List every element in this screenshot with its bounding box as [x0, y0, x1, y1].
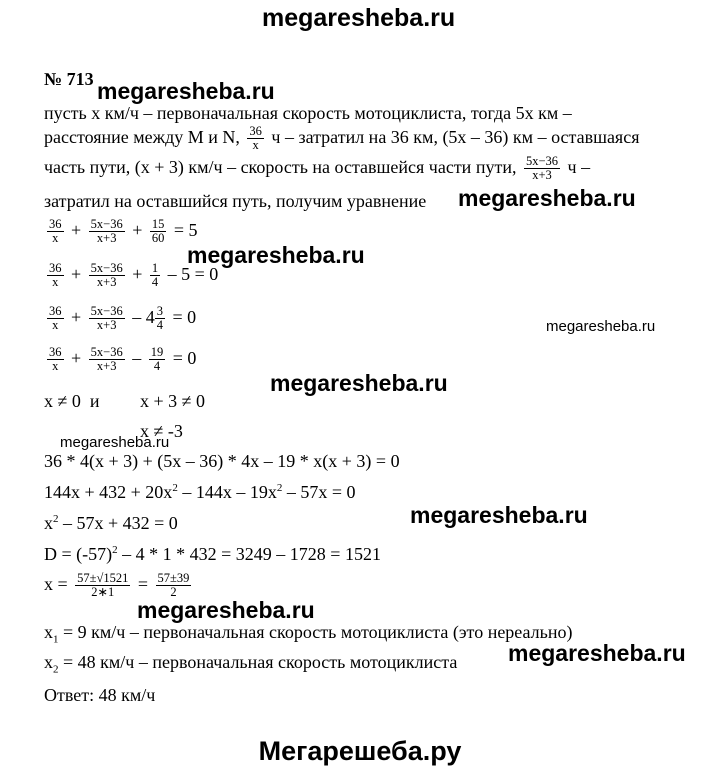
root-2: $x_2 = 48$ км/ч – первоначальная скорость мотоциклиста	[44, 652, 458, 676]
condition-2: x + 3 ≠ 0	[140, 391, 206, 411]
watermark: megaresheba.ru	[508, 640, 686, 666]
footer-brand: Мегарешеба.ру	[258, 736, 462, 766]
fraction: $\frac{5x-36}{x+3}$	[525, 154, 559, 183]
step-4: $D = (-57)^2 - 4 * 1 * 432 = 3249 - 1728 = 1521$	[44, 544, 381, 564]
condition-1: x ≠ 0 и	[44, 391, 100, 411]
equation-4: $\frac{36}{x}$ + $\frac{5x-36}{x+3}$ – $\frac{19}{4}$ = 0	[49, 345, 197, 374]
watermark: megaresheba.ru	[187, 242, 365, 268]
step-1: 36 * 4(x + 3) + (5x – 36) * 4x – 19 * x(x + 3) = 0	[44, 451, 400, 471]
step-2: $144x + 432 + 20x^2 - 144x - 19x^2 - 57x = 0$	[44, 482, 356, 502]
text-line-1: пусть x км/ч – первоначальная скорость мотоциклиста, тогда 5x км –	[44, 103, 572, 123]
watermark-top: megaresheba.ru	[262, 4, 456, 32]
equation-1: $\frac{36}{x}$ + $\frac{5x-36}{x+3}$ + $\frac{15}{60}$ = 5	[49, 217, 198, 246]
root-1: $x_1 = 9$ км/ч – первоначальная скорость мотоциклиста (это нереально)	[44, 622, 573, 646]
problem-number: № 713	[44, 69, 94, 89]
watermark: megaresheba.ru	[410, 502, 588, 528]
equation-2: $\frac{36}{x}$ + $\frac{5x-36}{x+3}$ + $\frac{1}{4}$ – 5 = 0	[49, 261, 219, 290]
equation-3: $\frac{36}{x}$ + $\frac{5x-36}{x+3}$ – 4 $\frac{3}{4}$ = 0	[49, 304, 197, 333]
text-line-3: часть пути, (x + 3) км/ч – скорость на оставшейся части пути, $\frac{5x-36}{x+3}$ ч –	[44, 154, 591, 183]
watermark: megaresheba.ru	[458, 185, 636, 211]
watermark: megaresheba.ru	[270, 370, 448, 396]
step-3: $x^2 - 57x + 432 = 0$	[44, 513, 178, 533]
answer: Ответ: 48 км/ч	[44, 685, 156, 705]
watermark: megaresheba.ru	[137, 597, 315, 623]
text-line-4: затратил на оставшийся путь, получим уравнение	[44, 191, 427, 211]
watermark: megaresheba.ru	[97, 78, 275, 104]
watermark: megaresheba.ru	[546, 318, 656, 335]
roots-formula: x = $\frac{57\pm√1521}{2∗1}$ = $\frac{57\pm 39}{2}$	[44, 571, 190, 600]
fraction: $\frac{36}{x}$	[249, 124, 262, 153]
condition-3: x ≠ -3	[140, 421, 183, 441]
watermark: megaresheba.ru	[60, 434, 170, 451]
text-line-2: расстояние между M и N, $\frac{36}{x}$ ч – затратил на 36 км, (5x – 36) км – оставшаяся	[44, 124, 640, 153]
